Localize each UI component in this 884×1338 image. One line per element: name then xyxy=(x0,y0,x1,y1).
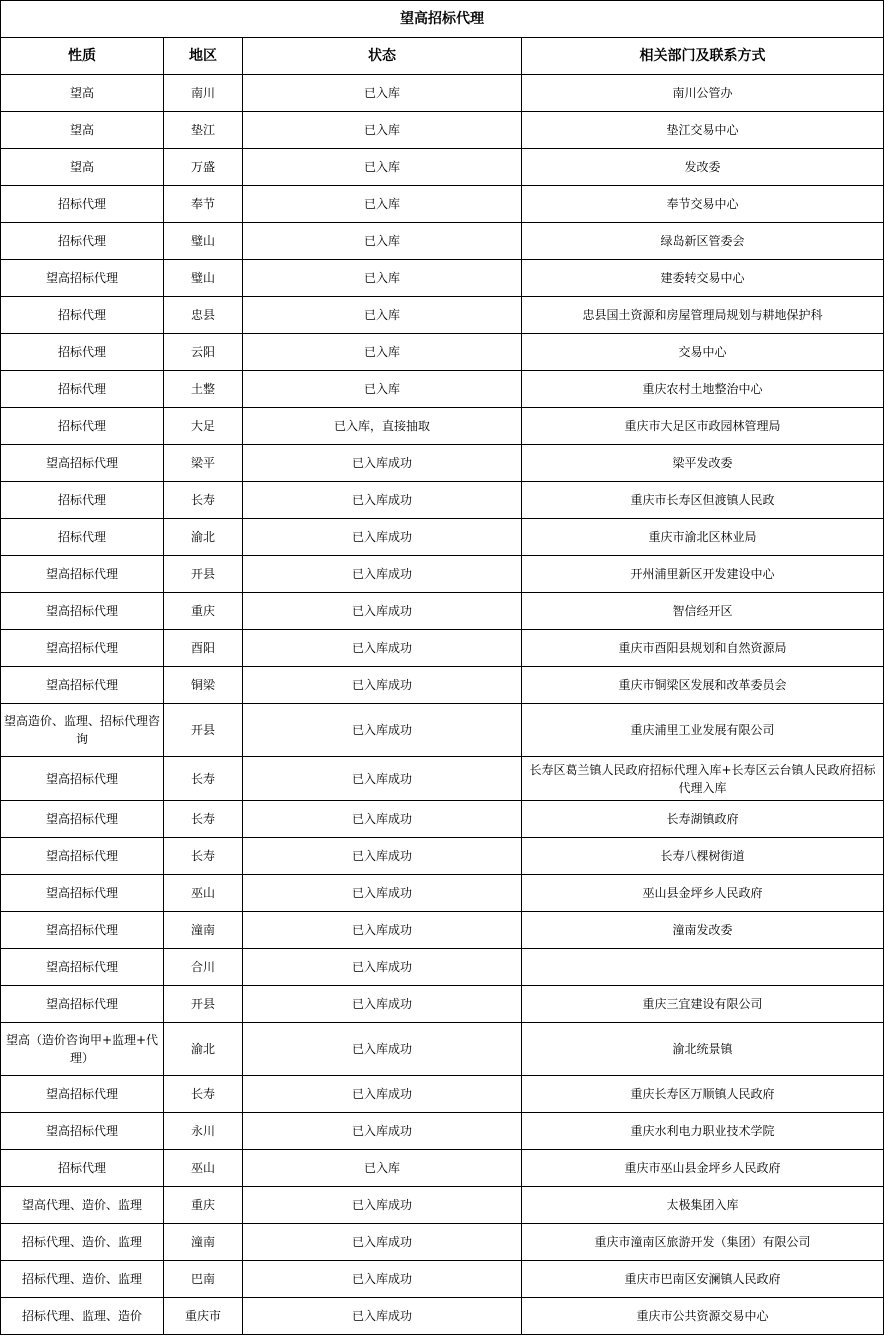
cell-status: 已入库成功 xyxy=(243,757,522,801)
cell-status: 已入库成功 xyxy=(243,1076,522,1113)
cell-nature: 望高招标代理 xyxy=(1,757,164,801)
cell-dept: 重庆市渝北区林业局 xyxy=(522,519,884,556)
cell-status: 已入库成功 xyxy=(243,801,522,838)
cell-dept: 建委转交易中心 xyxy=(522,260,884,297)
cell-dept: 重庆市巫山县金坪乡人民政府 xyxy=(522,1150,884,1187)
table-row xyxy=(1,667,884,704)
cell-nature: 望高招标代理 xyxy=(1,593,164,630)
cell-status: 已入库成功 xyxy=(243,1261,522,1298)
cell-status: 已入库成功 xyxy=(243,986,522,1023)
table-row xyxy=(1,986,884,1023)
cell-dept: 重庆农村土地整治中心 xyxy=(522,371,884,408)
cell-status: 已入库成功 xyxy=(243,519,522,556)
table-row xyxy=(1,1150,884,1187)
cell-dept: 重庆三宜建设有限公司 xyxy=(522,986,884,1023)
table-row xyxy=(1,838,884,875)
cell-dept: 长寿八棵树街道 xyxy=(522,838,884,875)
cell-region: 巫山 xyxy=(164,1150,243,1187)
cell-status: 已入库成功 xyxy=(243,838,522,875)
cell-dept: 重庆市大足区市政园林管理局 xyxy=(522,408,884,445)
cell-region: 渝北 xyxy=(164,519,243,556)
cell-nature: 招标代理、监理、造价 xyxy=(1,1298,164,1335)
cell-nature: 招标代理 xyxy=(1,334,164,371)
cell-dept: 重庆市长寿区但渡镇人民政 xyxy=(522,482,884,519)
cell-status: 已入库成功 xyxy=(243,482,522,519)
cell-region: 潼南 xyxy=(164,1224,243,1261)
table-row xyxy=(1,1076,884,1113)
cell-nature: 望高 xyxy=(1,149,164,186)
cell-status: 已入库 xyxy=(243,149,522,186)
cell-status: 已入库 xyxy=(243,334,522,371)
cell-dept: 重庆市巴南区安澜镇人民政府 xyxy=(522,1261,884,1298)
cell-nature: 招标代理 xyxy=(1,371,164,408)
cell-status: 已入库成功 xyxy=(243,667,522,704)
cell-nature: 望高 xyxy=(1,112,164,149)
table-row xyxy=(1,949,884,986)
cell-nature: 望高招标代理 xyxy=(1,260,164,297)
table-row xyxy=(1,186,884,223)
table-row xyxy=(1,801,884,838)
table-body xyxy=(1,75,884,1335)
header-status: 状态 xyxy=(243,38,522,75)
cell-status: 已入库 xyxy=(243,223,522,260)
cell-dept: 梁平发改委 xyxy=(522,445,884,482)
cell-nature: 望高招标代理 xyxy=(1,801,164,838)
cell-region: 重庆 xyxy=(164,593,243,630)
table-row xyxy=(1,408,884,445)
cell-region: 铜梁 xyxy=(164,667,243,704)
cell-status: 已入库成功 xyxy=(243,1224,522,1261)
cell-nature: 望高招标代理 xyxy=(1,875,164,912)
cell-nature: 望高招标代理 xyxy=(1,1076,164,1113)
table-row xyxy=(1,630,884,667)
header-region: 地区 xyxy=(164,38,243,75)
cell-region: 梁平 xyxy=(164,445,243,482)
cell-region: 开县 xyxy=(164,704,243,757)
table-row xyxy=(1,912,884,949)
cell-region: 长寿 xyxy=(164,482,243,519)
table-row xyxy=(1,1261,884,1298)
table-row xyxy=(1,875,884,912)
table-row xyxy=(1,445,884,482)
cell-region: 开县 xyxy=(164,986,243,1023)
cell-status: 已入库成功 xyxy=(243,949,522,986)
cell-status: 已入库，直接抽取 xyxy=(243,408,522,445)
cell-region: 合川 xyxy=(164,949,243,986)
cell-region: 奉节 xyxy=(164,186,243,223)
cell-nature: 望高造价、监理、招标代理咨询 xyxy=(1,704,164,757)
cell-status: 已入库成功 xyxy=(243,630,522,667)
cell-nature: 望高招标代理 xyxy=(1,949,164,986)
cell-dept: 忠县国土资源和房屋管理局规划与耕地保护科 xyxy=(522,297,884,334)
cell-nature: 招标代理 xyxy=(1,297,164,334)
cell-region: 重庆 xyxy=(164,1187,243,1224)
cell-region: 璧山 xyxy=(164,260,243,297)
cell-nature: 望高招标代理 xyxy=(1,556,164,593)
cell-region: 忠县 xyxy=(164,297,243,334)
cell-dept: 奉节交易中心 xyxy=(522,186,884,223)
cell-region: 大足 xyxy=(164,408,243,445)
table-row xyxy=(1,482,884,519)
cell-region: 酉阳 xyxy=(164,630,243,667)
cell-nature: 招标代理、造价、监理 xyxy=(1,1224,164,1261)
cell-dept: 重庆市潼南区旅游开发（集团）有限公司 xyxy=(522,1224,884,1261)
cell-nature: 望高招标代理 xyxy=(1,986,164,1023)
cell-nature: 招标代理 xyxy=(1,519,164,556)
cell-status: 已入库 xyxy=(243,371,522,408)
cell-status: 已入库成功 xyxy=(243,556,522,593)
cell-dept: 巫山县金坪乡人民政府 xyxy=(522,875,884,912)
cell-region: 云阳 xyxy=(164,334,243,371)
cell-status: 已入库成功 xyxy=(243,912,522,949)
cell-status: 已入库成功 xyxy=(243,593,522,630)
table-row xyxy=(1,757,884,801)
cell-nature: 招标代理 xyxy=(1,186,164,223)
cell-nature: 招标代理 xyxy=(1,482,164,519)
header-nature: 性质 xyxy=(1,38,164,75)
cell-status: 已入库成功 xyxy=(243,704,522,757)
table-row xyxy=(1,297,884,334)
cell-dept: 长寿区葛兰镇人民政府招标代理入库+长寿区云台镇人民政府招标代理入库 xyxy=(522,757,884,801)
cell-nature: 望高代理、造价、监理 xyxy=(1,1187,164,1224)
cell-status: 已入库成功 xyxy=(243,445,522,482)
cell-dept: 垫江交易中心 xyxy=(522,112,884,149)
cell-status: 已入库 xyxy=(243,1150,522,1187)
table-row xyxy=(1,704,884,757)
cell-nature: 望高招标代理 xyxy=(1,912,164,949)
cell-dept: 发改委 xyxy=(522,149,884,186)
cell-dept: 渝北统景镇 xyxy=(522,1023,884,1076)
cell-region: 长寿 xyxy=(164,1076,243,1113)
table-row xyxy=(1,223,884,260)
header-dept: 相关部门及联系方式 xyxy=(522,38,884,75)
table-row xyxy=(1,1023,884,1076)
cell-dept: 重庆市铜梁区发展和改革委员会 xyxy=(522,667,884,704)
cell-nature: 望高招标代理 xyxy=(1,445,164,482)
cell-region: 万盛 xyxy=(164,149,243,186)
table-row xyxy=(1,334,884,371)
cell-status: 已入库 xyxy=(243,186,522,223)
cell-status: 已入库 xyxy=(243,112,522,149)
cell-nature: 望高（造价咨询甲+监理+代理） xyxy=(1,1023,164,1076)
cell-region: 璧山 xyxy=(164,223,243,260)
cell-region: 长寿 xyxy=(164,838,243,875)
table-row xyxy=(1,593,884,630)
cell-dept: 重庆市公共资源交易中心 xyxy=(522,1298,884,1335)
cell-nature: 望高招标代理 xyxy=(1,838,164,875)
cell-dept: 潼南发改委 xyxy=(522,912,884,949)
table-row xyxy=(1,1298,884,1335)
cell-status: 已入库 xyxy=(243,260,522,297)
table-row xyxy=(1,371,884,408)
cell-status: 已入库成功 xyxy=(243,1023,522,1076)
cell-dept: 智信经开区 xyxy=(522,593,884,630)
cell-region: 永川 xyxy=(164,1113,243,1150)
cell-nature: 望高招标代理 xyxy=(1,1113,164,1150)
cell-region: 土整 xyxy=(164,371,243,408)
cell-nature: 招标代理 xyxy=(1,408,164,445)
cell-status: 已入库 xyxy=(243,75,522,112)
cell-status: 已入库成功 xyxy=(243,875,522,912)
cell-dept: 开州浦里新区开发建设中心 xyxy=(522,556,884,593)
table-row xyxy=(1,1113,884,1150)
table-row xyxy=(1,1187,884,1224)
cell-dept: 绿岛新区管委会 xyxy=(522,223,884,260)
table-row xyxy=(1,260,884,297)
cell-region: 开县 xyxy=(164,556,243,593)
cell-region: 重庆市 xyxy=(164,1298,243,1335)
cell-region: 长寿 xyxy=(164,757,243,801)
cell-region: 潼南 xyxy=(164,912,243,949)
cell-region: 南川 xyxy=(164,75,243,112)
cell-dept: 长寿湖镇政府 xyxy=(522,801,884,838)
cell-dept: 交易中心 xyxy=(522,334,884,371)
table-title: 望高招标代理 xyxy=(1,1,884,38)
cell-status: 已入库成功 xyxy=(243,1298,522,1335)
cell-status: 已入库 xyxy=(243,297,522,334)
cell-region: 长寿 xyxy=(164,801,243,838)
table-row xyxy=(1,1224,884,1261)
cell-dept: 南川公管办 xyxy=(522,75,884,112)
cell-nature: 招标代理 xyxy=(1,1150,164,1187)
cell-dept xyxy=(522,949,884,986)
cell-nature: 望高 xyxy=(1,75,164,112)
cell-nature: 望高招标代理 xyxy=(1,630,164,667)
cell-nature: 招标代理、造价、监理 xyxy=(1,1261,164,1298)
cell-status: 已入库成功 xyxy=(243,1187,522,1224)
cell-nature: 招标代理 xyxy=(1,223,164,260)
cell-dept: 太极集团入库 xyxy=(522,1187,884,1224)
cell-dept: 重庆长寿区万顺镇人民政府 xyxy=(522,1076,884,1113)
cell-region: 巴南 xyxy=(164,1261,243,1298)
table-row xyxy=(1,75,884,112)
table-row xyxy=(1,519,884,556)
cell-dept: 重庆浦里工业发展有限公司 xyxy=(522,704,884,757)
cell-nature: 望高招标代理 xyxy=(1,667,164,704)
cell-region: 巫山 xyxy=(164,875,243,912)
cell-region: 垫江 xyxy=(164,112,243,149)
table-row xyxy=(1,149,884,186)
cell-dept: 重庆市酉阳县规划和自然资源局 xyxy=(522,630,884,667)
cell-region: 渝北 xyxy=(164,1023,243,1076)
table-row xyxy=(1,556,884,593)
cell-dept: 重庆水利电力职业技术学院 xyxy=(522,1113,884,1150)
cell-status: 已入库成功 xyxy=(243,1113,522,1150)
table-row xyxy=(1,112,884,149)
